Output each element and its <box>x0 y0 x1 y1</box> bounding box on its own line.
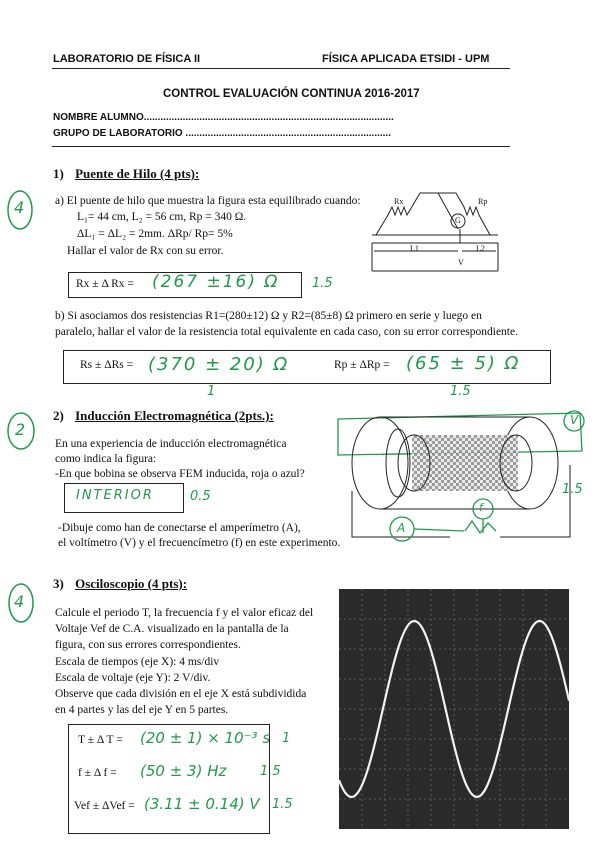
page-title: CONTROL EVALUACIÓN CONTINUA 2016-2017 <box>163 88 420 100</box>
s1a-intro: a) El puente de hilo que muestra la figura esta equilibrado cuando: <box>55 195 361 207</box>
induction-figure-score: 1.5 <box>562 482 583 497</box>
s2-text3: -En que bobina se observa FEM inducida, roja o azul? <box>55 468 305 480</box>
s3-text7: en 4 partes y las del eje Y en 5 partes. <box>55 704 229 716</box>
rx-score: 1.5 <box>312 276 333 291</box>
section3-heading <box>53 576 187 592</box>
header-right: FÍSICA APLICADA ETSIDI - UPM <box>322 53 490 65</box>
header-left: LABORATORIO DE FÍSICA II <box>53 53 201 65</box>
section1-margin-score: 4 <box>14 198 25 217</box>
s1b-text1: b) Si asociamos dos resistencias R1=(280±12) Ω y R2=(85±8) Ω primero en serie y luego en <box>55 310 482 322</box>
fig-v-label: V <box>458 258 464 267</box>
vef-score: 1.5 <box>272 797 293 812</box>
rx-label: Rx ± Δ Rx = <box>76 278 134 290</box>
frequency-label: f ± Δ f = <box>78 767 117 779</box>
wheatstone-bridge-figure <box>368 185 510 275</box>
oscilloscope-screen <box>339 589 569 829</box>
s3-text2: Voltaje Vef de C.A. visualizado en la pantalla de la <box>55 623 289 635</box>
period-label: T ± Δ T = <box>78 734 123 746</box>
s3-text4: Escala de tiempos (eje X): 4 ms/div <box>55 656 220 668</box>
s1b-text2: paralelo, hallar el valor de la resistencia total equivalente en cada caso, con su error correspondiente. <box>55 326 518 338</box>
induction-answer: INTERIOR <box>76 488 154 503</box>
rp-label: Rp ± ΔRp = <box>334 359 390 371</box>
section2-number: 2) <box>53 408 64 423</box>
section2-title: Inducción Electromagnética (2pts.): <box>75 408 274 423</box>
header-bottom-rule <box>52 146 510 147</box>
section3-number: 3) <box>53 576 64 591</box>
fig-ammeter-label: A <box>397 521 406 535</box>
rp-answer: (65 ± 5) Ω <box>406 353 521 374</box>
s2-text2: como indica la figura: <box>55 453 157 465</box>
header-rule <box>52 68 510 69</box>
section1-number: 1) <box>53 166 64 181</box>
s3-text6: Observe que cada división en el eje X está subdividida <box>55 688 307 700</box>
rp-score: 1.5 <box>450 384 471 399</box>
s2-text1: En una experiencia de inducción electromagnética <box>55 438 287 450</box>
rx-answer: (267 ±16) Ω <box>152 272 280 292</box>
vef-label: Vef ± ΔVef = <box>74 800 135 812</box>
rs-label: Rs ± ΔRs = <box>80 359 134 371</box>
section2-heading <box>53 408 274 424</box>
section1-title: Puente de Hilo (4 pts): <box>75 166 200 181</box>
section1-heading <box>53 166 199 182</box>
rs-score: 1 <box>207 384 216 399</box>
s3-text5: Escala de voltaje (eje Y): 2 V/div. <box>55 672 211 684</box>
period-score: 1 <box>282 731 291 746</box>
frequency-answer: (50 ± 3) Hz <box>140 762 227 780</box>
fig-rp-label: Rp <box>478 197 488 206</box>
induction-coils-figure <box>330 405 590 550</box>
s1a-line3: Hallar el valor de Rx con su error. <box>67 245 224 257</box>
fig-voltmeter-label: V <box>570 413 579 427</box>
s1a-line2: ΔL₁ = ΔL₂ = 2mm. ΔRp/ Rp= 5% <box>77 228 233 240</box>
fig-l2-label: L2 <box>476 244 485 253</box>
s2-text4: -Dibuje como han de conectarse el amperímetro (A), <box>58 522 301 534</box>
induction-answer-score: 0.5 <box>190 489 211 504</box>
s3-text1: Calcule el periodo T, la frecuencia f y el valor eficaz del <box>55 607 314 619</box>
fig-galvanometer-label: G <box>455 216 461 225</box>
s1a-line1: L₁= 44 cm, L₂ = 56 cm, Rp = 340 Ω. <box>77 211 247 223</box>
fig-rx-label: Rx <box>394 197 404 206</box>
vef-answer: (3.11 ± 0.14) V <box>144 795 260 813</box>
s3-text3: figura, con sus errores correspondientes. <box>55 639 241 651</box>
rs-answer: (370 ± 20) Ω <box>148 354 290 375</box>
section3-title: Osciloscopio (4 pts): <box>75 576 188 591</box>
section2-margin-score: 2 <box>15 420 26 439</box>
section3-margin-score: 4 <box>14 592 25 611</box>
period-answer: (20 ± 1) × 10⁻³ s <box>140 729 271 747</box>
lab-group-field: GRUPO DE LABORATORIO .......................................................................... <box>53 128 392 139</box>
s2-text5: el voltímetro (V) y el frecuencímetro (f) en este experimento. <box>58 537 341 549</box>
fig-l1-label: L1 <box>410 244 419 253</box>
student-name-field: NOMBRE ALUMNO.......................................................................................... <box>53 112 394 123</box>
frequency-score: 1.5 <box>260 764 281 779</box>
fig-frequencimeter-label: f <box>479 501 483 514</box>
